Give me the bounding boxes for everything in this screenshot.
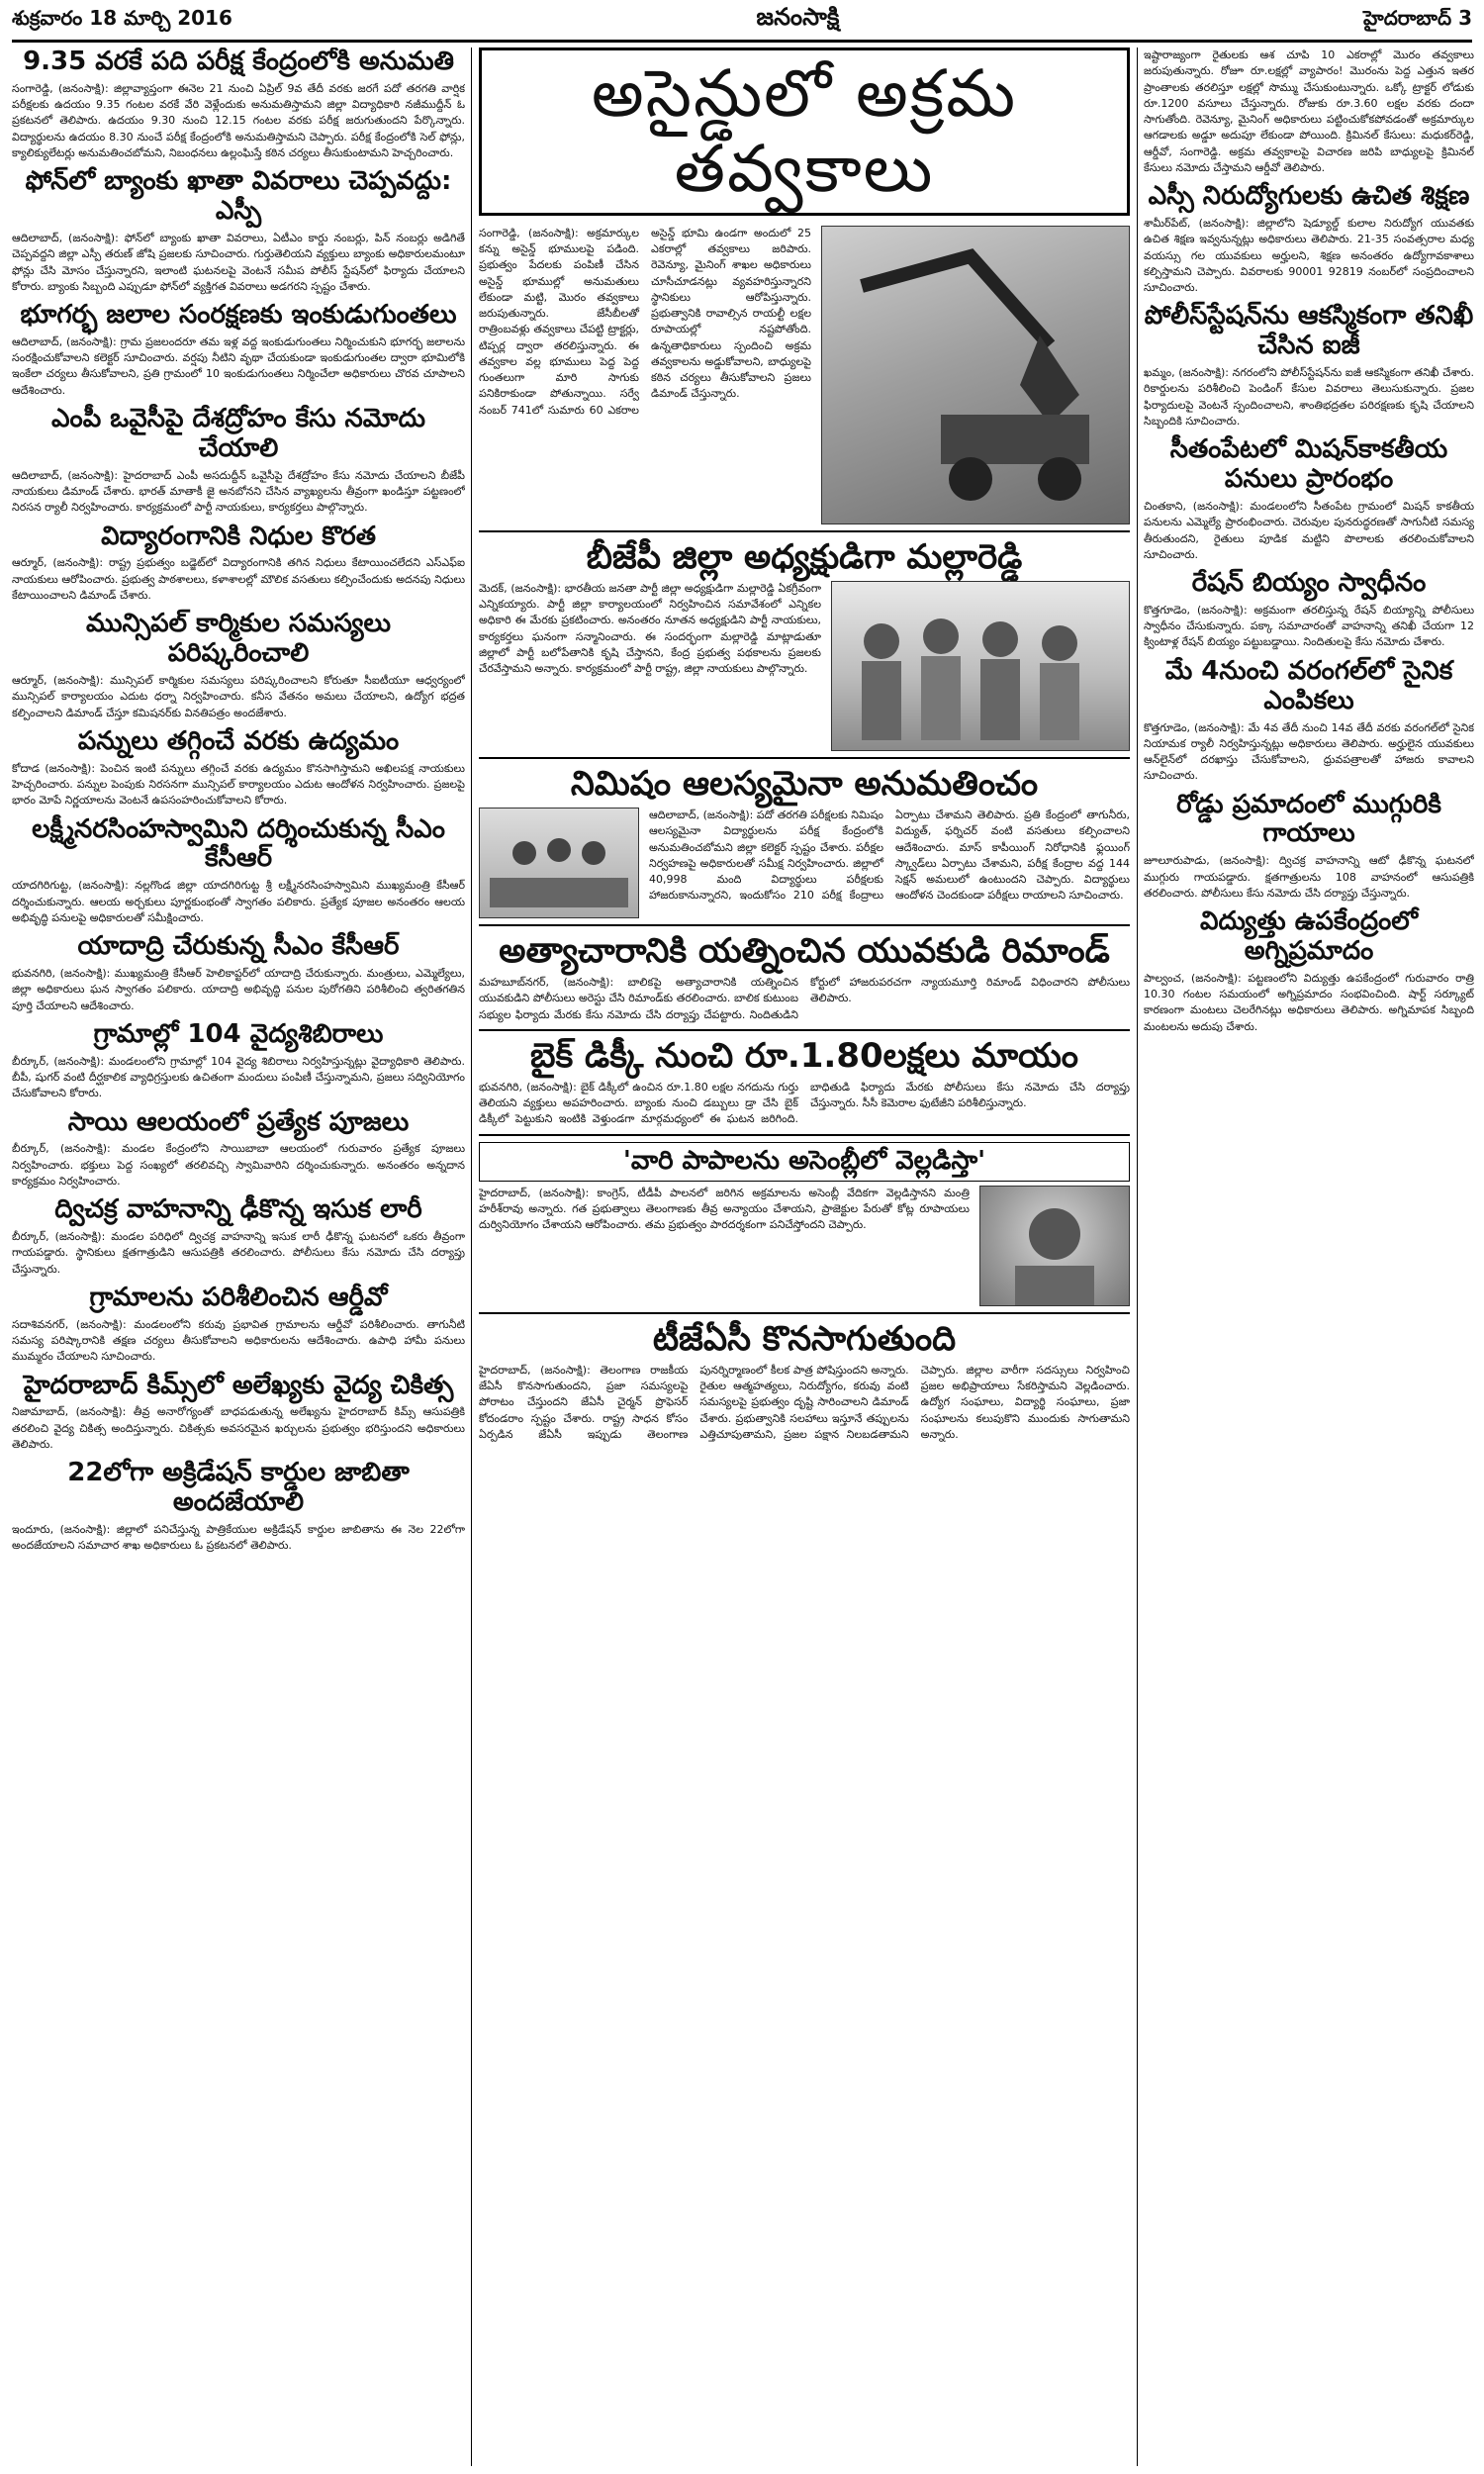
story-body: మహబూబ్‌నగర్, (జనంసాక్షి): బాలికపై అత్యాచారానికి యత్నించిన యువకుడిని పోలీసులు అరెస్టు చేసి రిమాండ్‌కు తరలించారు. బాలిక కుటుంబ సభ్యుల ఫిర్యాదు మేరకు కేసు నమోదు చేసి దర్యాప్తు చేపట్టారు. నిందితుడిని కోర్టులో హాజరుపరచగా న్యాయమూర్తి రిమాండ్ విధించారని పోలీసులు తెలిపారు. (479, 976, 1130, 1021)
group-photo (831, 581, 1130, 751)
story-headline: విద్యారంగానికి నిధుల కొరత (101, 521, 376, 551)
news-story (12, 405, 465, 517)
story-body: కొత్తగూడెం, (జనంసాక్షి): మే 4వ తేదీ నుంచి 14వ తేదీ వరకు వరంగల్‌లో సైనిక నియామక ర్యాలీ నిర్వహిస్తున్నట్లు అధికారులు తెలిపారు. అర్హులైన యువకులు ఆన్‌లైన్‌లో దరఖాస్తు చేసుకోవాలని, ధ్రువపత్రాలతో హాజరు కావాలని సూచించారు. (1144, 720, 1474, 783)
story-body: మెదక్, (జనంసాక్షి): భారతీయ జనతా పార్టీ జిల్లా అధ్యక్షుడిగా మల్లారెడ్డి ఏకగ్రీవంగా ఎన్నికయ్యారు. పార్టీ జిల్లా కార్యాలయంలో నిర్వహించిన సమావేశంలో ఎన్నికల అధికారి ఈ మేరకు ప్రకటించారు. అనంతరం నూతన అధ్యక్షుడిని పార్టీ నాయకులు, కార్యకర్తలు ఘనంగా సన్మానించారు. ఈ సందర్భంగా మల్లారెడ్డి మాట్లాడుతూ జిల్లాలో పార్టీ బలోపేతానికి కృషి చేస్తానని, కేంద్ర ప్రభుత్వ పథకాలను ప్రజలకు చేరవేస్తామని అన్నారు. కార్యక్రమంలో పార్టీ రాష్ట్ర, జిల్లా నాయకులు పాల్గొన్నారు. (479, 581, 821, 676)
story-headline: 'వారి పాపాలను అసెంబ్లీలో వెల్లడిస్తా' (479, 1142, 1130, 1182)
story-body: ఆర్మూర్, (జనంసాక్షి): మున్సిపల్ కార్మికుల సమస్యలు పరిష్కరించాలని కోరుతూ సీఐటీయూ ఆధ్వర్యంలో మున్సిపల్ కార్యాలయం ఎదుట ధర్నా నిర్వహించారు. కనీస వేతనం అమలు చేయాలని, ఉద్యోగ భద్రత కల్పించాలని డిమాండ్ చేస్తూ కమిషనర్‌కు వినతిపత్రం అందజేశారు. (12, 674, 465, 719)
story-headline: యాదాద్రి చేరుకున్న సీఎం కేసీఆర్ (77, 931, 400, 962)
story-body: ఆదిలాబాద్, (జనంసాక్షి): గ్రామ ప్రజలందరూ తమ ఇళ్ల వద్ద ఇంకుడుగుంతలు నిర్మించుకుని భూగర్భ జలాలను సంరక్షించుకోవాలని కలెక్టర్ సూచించారు. వర్షపు నీటిని వృథా చేయకుండా ఇంకుడుగుంతల ద్వారా భూమిలోకి ఇంకేలా చర్యలు తీసుకోవాలని, ప్రతి గ్రామంలో 10 ఇంకుడుగుంతలు నిర్మించేలా అధికారులు చొరవ చూపాలని ఆదేశించారు. (12, 334, 465, 397)
story-body: కోదాడ (జనంసాక్షి): పెంచిన ఇంటి పన్నులు తగ్గించే వరకు ఉద్యమం కొనసాగిస్తామని అఖిలపక్ష నాయకులు హెచ్చరించారు. పన్నుల పెంపుకు నిరసనగా మున్సిపల్ కార్యాలయం ఎదుట ఆందోళన నిర్వహించారు. ప్రజలపై భారం మోపే నిర్ణయాలను వెంటనే ఉపసంహరించుకోవాలని కోరారు. (12, 761, 465, 808)
middle-column (479, 48, 1130, 2466)
news-story (479, 924, 1130, 1023)
story-body: చింతకాని, (జనంసాక్షి): మండలంలోని సీతంపేట గ్రామంలో మిషన్ కాకతీయ పనులను ఎమ్మెల్యే ప్రారంభించారు. చెరువుల పునరుద్ధరణతో సాగునీటి సమస్య తీరుతుందని, రైతులు పూడిక మట్టిని పొలాలకు తరలించుకోవాలని సూచించారు. (1144, 499, 1474, 561)
story-headline: రేషన్ బియ్యం స్వాధీనం (1191, 568, 1427, 599)
story-headline: భూగర్భ జలాల సంరక్షణకు ఇంకుడుగుంతలు (20, 300, 457, 331)
news-story (479, 1312, 1130, 1443)
story-headline: మున్సిపల్ కార్మికుల సమస్యలు పరిష్కరించాలి (85, 609, 391, 669)
news-story (12, 1372, 465, 1454)
column-divider (1137, 48, 1138, 2466)
news-story (1144, 302, 1474, 429)
issue-date: శుక్రవారం 18 మార్చి 2016 (12, 5, 232, 30)
meeting-icon (480, 809, 638, 917)
right-column (1144, 48, 1474, 2466)
news-story (12, 167, 465, 295)
story-body: హైదరాబాద్, (జనంసాక్షి): తెలంగాణ రాజకీయ జేఏసీ కొనసాగుతుందని, ప్రజా సమస్యలపై పోరాటం చేస్తుందని జేఏసీ చైర్మన్ ప్రొఫెసర్ కోదండరాం స్పష్టం చేశారు. రాష్ట్ర సాధన కోసం ఏర్పడిన జేఏసీ ఇప్పుడు తెలంగాణ పునర్నిర్మాణంలో కీలక పాత్ర పోషిస్తుందని అన్నారు. రైతుల ఆత్మహత్యలు, నిరుద్యోగం, కరువు వంటి సమస్యలపై ప్రభుత్వం దృష్టి సారించాలని డిమాండ్ చేశారు. ప్రభుత్వానికి సలహాలు ఇస్తూనే తప్పులను ఎత్తిచూపుతామని, ప్రజల పక్షాన నిలబడతామని చెప్పారు. జిల్లాల వారీగా సదస్సులు నిర్వహించి ప్రజల అభిప్రాయాలు సేకరిస్తామని వెల్లడించారు. ఉద్యోగ సంఘాలు, విద్యార్థి సంఘాలు, ప్రజా సంఘాలను కలుపుకొని ముందుకు సాగుతామని అన్నారు. (479, 1363, 1130, 1441)
news-story (12, 610, 465, 721)
news-story (479, 757, 1130, 904)
news-story (12, 1284, 465, 1366)
story-body: భువనగిరి, (జనంసాక్షి): ముఖ్యమంత్రి కేసీఆర్ హెలికాప్టర్‌లో యాదాద్రి చేరుకున్నారు. మంత్రులు, ఎమ్మెల్యేలు, జిల్లా అధికారులు ఘన స్వాగతం పలికారు. యాదాద్రి అభివృద్ధి పనుల పురోగతిని పరిశీలించి త్వరితగతిన పూర్తి చేయాలని ఆదేశించారు. (12, 967, 465, 1012)
meeting-photo (479, 808, 639, 918)
news-story (479, 1029, 1130, 1128)
story-body: బీర్కూర్, (జనంసాక్షి): మండల కేంద్రంలోని సాయిబాబా ఆలయంలో గురువారం ప్రత్యేక పూజలు నిర్వహించారు. భక్తులు పెద్ద సంఖ్యలో తరలివచ్చి స్వామివారిని దర్శించుకున్నారు. అనంతరం అన్నదాన కార్యక్రమం నిర్వహించారు. (12, 1142, 465, 1188)
excavator-photo (821, 226, 1130, 524)
story-body: సంగారెడ్డి, (జనంసాక్షి): జిల్లావ్యాప్తంగా ఈనెల 21 నుంచి ఏప్రిల్ 9వ తేదీ వరకు జరగే పదో తరగతి వార్షిక పరీక్షలకు ఉదయం 9.35 గంటల వరకే వేరి వెళ్లేందుకు అనుమతిస్తామని జిల్లా విద్యాధికారి నజీముద్దీన్ ఓ ప్రకటనలో తెలిపారు. ఉదయం 9.30 నుంచి 12.15 గంటల వరకు పరీక్ష జరుగుతుందని పేర్కొన్నారు. విద్యార్థులను ఉదయం 8.30 నుంచే పరీక్ష కేంద్రంలోకి అనుమతిస్తామని చెప్పారు. పరీక్ష కేంద్రంలోకి సెల్ ఫోన్లు, క్యాలిక్యులేటర్లు అనుమతించబోమని, నిబంధనలు ఉల్లంఘిస్తే కఠిన చర్యలు తీసుకుంటామని హెచ్చరించారు. (12, 81, 465, 159)
story-headline: పన్నులు తగ్గించే వరకు ఉద్యమం (77, 725, 400, 756)
story-body: ఆదిలాబాద్, (జనంసాక్షి): ఫోన్‌లో బ్యాంకు ఖాతా వివరాలు, ఏటీఎం కార్డు నంబర్లు, పిన్ నంబర్లు అడిగితే చెప్పవద్దని జిల్లా ఎస్పీ తరుణ్ జోషి ప్రజలకు సూచించారు. గుర్తుతెలియని వ్యక్తులు బ్యాంకు అధికారులమంటూ ఫోన్లు చేసి మోసం చేస్తున్నారని, ఇలాంటి ఘటనలపై వెంటనే సమీప పోలీస్ స్టేషన్‌లో ఫిర్యాదు చేయాలని కోరారు. బ్యాంకు సిబ్బంది ఎప్పుడూ ఫోన్‌లో వ్యక్తిగత వివరాలు అడగరని స్పష్టం చేశారు. (12, 232, 465, 293)
news-story (12, 48, 465, 161)
story-headline: ఎంపీ ఒవైసీపై దేశద్రోహం కేసు నమోదు చేయాలి (51, 404, 425, 463)
story-headline: టీజేఏసీ కొనసాగుతుంది (652, 1318, 957, 1359)
story-body: పాల్వంచ, (జనంసాక్షి): పట్టణంలోని విద్యుత్తు ఉపకేంద్రంలో గురువారం రాత్రి 10.30 గంటల సమయంలో అగ్నిప్రమాదం సంభవించింది. షార్ట్ సర్క్యూట్ కారణంగా మంటలు చెలరేగినట్లు అధికారులు తెలిపారు. అగ్నిమాపక సిబ్బంది మంటలను అదుపు చేశారు. (1144, 971, 1474, 1033)
story-headline: గ్రామాల్లో 104 వైద్యశిబిరాలు (93, 1018, 384, 1049)
story-body: శామీర్‌పేట్, (జనంసాక్షి): జిల్లాలోని షెడ్యూల్డ్ కులాల నిరుద్యోగ యువతకు ఉచిత శిక్షణ ఇవ్వనున్నట్లు అధికారులు తెలిపారు. 21-35 సంవత్సరాల మధ్య వయస్సు గల యువకులు అర్హులని, శిక్షణ అనంతరం ఉద్యోగావకాశాలు కల్పిస్తామని చెప్పారు. వివరాలకు 90001 92819 నంబర్‌లో సంప్రదించాలని సూచించారు. (1144, 217, 1474, 295)
story-body: ఇష్టారాజ్యంగా రైతులకు ఆశ చూపి 10 ఎకరాల్లో మొరం తవ్వకాలు జరుపుతున్నారు. రోజూ రూ.లక్షల్లో వ్యాపారం! మొరంను పెద్ద ఎత్తున ఇతర ప్రాంతాలకు తరలిస్తూ లక్షల్లో సొమ్ము చేసుకుంటున్నారు. ఒక్కో ట్రాక్టర్ లోడుకు రూ.1200 వసూలు చేస్తున్నారు. రోజుకు రూ.3.60 లక్షల వరకు దందా సాగుతోంది. రెవెన్యూ, మైనింగ్ అధికారులు పట్టించుకోకపోవడంతో అక్రమార్కుల ఆగడాలకు అడ్డూ అదుపూ లేకుండా పోయింది. క్రిమినల్ కేసులు: మధుకర్‌రెడ్డి, ఆర్డీవో, సంగారెడ్డి. అక్రమ తవ్వకాలపై విచారణ జరిపి బాధ్యులపై క్రిమినల్ కేసులు నమోదు చేస్తామని ఆర్డీవో తెలిపారు. (1144, 48, 1474, 174)
news-story (12, 1459, 465, 1554)
story-body: ఖమ్మం, (జనంసాక్షి): నగరంలోని పోలీస్‌స్టేషన్‌ను ఐజీ ఆకస్మికంగా తనిఖీ చేశారు. రికార్డులను పరిశీలించి పెండింగ్ కేసుల వివరాలు తెలుసుకున్నారు. ప్రజల ఫిర్యాదులపై వెంటనే స్పందించాలని, శాంతిభద్రతల పరిరక్షణకు కృషి చేయాలని సిబ్బందికి సూచించారు. (1144, 366, 1474, 428)
lead-headline: అసైన్డులో అక్రమ తవ్వకాలు (479, 48, 1130, 216)
story-body: ఆదిలాబాద్, (జనంసాక్షి): పదో తరగతి పరీక్షలకు నిమిషం ఆలస్యమైనా విద్యార్థులను పరీక్ష కేంద్రంలోకి అనుమతించబోమని జిల్లా కలెక్టర్ స్పష్టం చేశారు. పరీక్షల నిర్వహణపై అధికారులతో సమీక్ష నిర్వహించారు. జిల్లాలో 40,998 మంది విద్యార్థులు పరీక్షలకు హాజరుకానున్నారని, ఇందుకోసం 210 పరీక్ష కేంద్రాలు ఏర్పాటు చేశామని తెలిపారు. ప్రతి కేంద్రంలో తాగునీరు, విద్యుత్, ఫర్నిచర్ వంటి వసతులు కల్పించాలని ఆదేశించారు. మాస్ కాపీయింగ్ నిరోధానికి ఫ్లయింగ్ స్క్వాడ్‌లు ఏర్పాటు చేశామని, పరీక్ష కేంద్రాల వద్ద 144 సెక్షన్ అమలులో ఉంటుందని చెప్పారు. విద్యార్థులు ఆందోళన చెందకుండా పరీక్షలు రాయాలని సూచించారు. (649, 808, 1130, 903)
news-story (12, 727, 465, 809)
portrait-photo (979, 1186, 1130, 1306)
news-story (12, 815, 465, 927)
excavator-icon (822, 227, 1129, 523)
story-body: సదాశివనగర్, (జనంసాక్షి): మండలంలోని కరువు ప్రభావిత గ్రామాలను ఆర్డీవో పరిశీలించారు. తాగునీటి సమస్య పరిష్కారానికి తక్షణ చర్యలు తీసుకోవాలని అధికారులను ఆదేశించారు. ఉపాధి హామీ పనులు ముమ్మరం చేయాలని సూచించారు. (12, 1317, 465, 1364)
story-body: బీర్కూర్, (జనంసాక్షి): మండల పరిధిలో ద్విచక్ర వాహనాన్ని ఇసుక లారీ ఢీకొన్న ఘటనలో ఒకరు తీవ్రంగా గాయపడ్డారు. స్థానికులు క్షతగాత్రుడిని ఆసుపత్రికి తరలించారు. పోలీసులు కేసు నమోదు చేసి దర్యాప్తు చేస్తున్నారు. (12, 1230, 465, 1276)
story-body: బీర్కూర్, (జనంసాక్షి): మండలంలోని గ్రామాల్లో 104 వైద్య శిబిరాలు నిర్వహిస్తున్నట్లు వైద్యాధికారి తెలిపారు. బీపీ, షుగర్ వంటి దీర్ఘకాలిక వ్యాధిగ్రస్తులకు ఉచితంగా మందులు పంపిణీ చేస్తున్నామని, ప్రజలు సద్వినియోగం చేసుకోవాలని కోరారు. (12, 1054, 465, 1100)
story-headline: బైక్ డిక్కీ నుంచి రూ.1.80లక్షలు మాయం (529, 1035, 1079, 1076)
story-body: భువనగిరి, (జనంసాక్షి): బైక్ డిక్కీలో ఉంచిన రూ.1.80 లక్షల నగదును గుర్తు తెలియని వ్యక్తులు అపహరించారు. బ్యాంకు నుంచి డబ్బులు డ్రా చేసి బైక్ డిక్కీలో పెట్టుకుని ఇంటికి వెళ్తుండగా మార్గమధ్యంలో ఈ ఘటన జరిగింది. బాధితుడి ఫిర్యాదు మేరకు పోలీసులు కేసు నమోదు చేసి దర్యాప్తు చేస్తున్నారు. సీసీ కెమెరాల ఫుటేజీని పరిశీలిస్తున్నారు. (479, 1080, 1130, 1126)
column-divider (471, 48, 472, 2466)
news-story (1144, 569, 1474, 651)
news-story (479, 1134, 1130, 1234)
story-headline: మే 4నుంచి వరంగల్‌లో సైనిక ఎంపికలు (1164, 655, 1453, 715)
left-column (12, 48, 465, 2466)
people-icon (832, 582, 1129, 750)
story-body: యాదగిరిగుట్ట, (జనంసాక్షి): నల్లగొండ జిల్లా యాదగిరిగుట్ట శ్రీ లక్ష్మీనరసింహస్వామిని ముఖ్యమంత్రి కేసీఆర్ దర్శించుకున్నారు. ఆలయ అర్చకులు పూర్ణకుంభంతో స్వాగతం పలికారు. ప్రత్యేక పూజల అనంతరం ఆలయ అభివృద్ధి పనులపై అధికారులతో సమీక్షించారు. (12, 879, 465, 924)
story-headline: గ్రామాలను పరిశీలించిన ఆర్డీవో (89, 1282, 388, 1312)
story-headline: నిమిషం ఆలస్యమైనా అనుమతించం (570, 763, 1039, 804)
news-story (1144, 791, 1474, 903)
story-body: ఆదిలాబాద్, (జనంసాక్షి): హైదరాబాద్ ఎంపీ అసదుద్దీన్ ఒవైసీపై దేశద్రోహం కేసు నమోదు చేయాలని బీజేపీ నాయకులు డిమాండ్ చేశారు. భారత్ మాతాకీ జై అనబోనని చేసిన వ్యాఖ్యలను తీవ్రంగా ఖండిస్తూ పట్టణంలో నిరసన ర్యాలీ నిర్వహించారు. కార్యక్రమంలో పార్టీ నాయకులు, కార్యకర్తలు పాల్గొన్నారు. (12, 468, 465, 515)
story-body: హైదరాబాద్, (జనంసాక్షి): కాంగ్రెస్, టీడీపీ పాలనలో జరిగిన అక్రమాలను అసెంబ్లీ వేదికగా వెల్లడిస్తానని మంత్రి హరీశ్‌రావు అన్నారు. గత ప్రభుత్వాలు తెలంగాణకు తీవ్ర అన్యాయం చేశాయని, ప్రాజెక్టుల పేరుతో కోట్ల రూపాయలు దుర్వినియోగం చేశాయని ఆరోపించారు. తమ ప్రభుత్వం పారదర్శకంగా పనిచేస్తోందని చెప్పారు. (479, 1186, 970, 1232)
story-headline: సాయి ఆలయంలో ప్రత్యేక పూజలు (67, 1106, 410, 1137)
news-story (12, 1020, 465, 1102)
edition-page: హైదరాబాద్ 3 (1363, 5, 1472, 30)
news-story (12, 523, 465, 605)
story-headline: రోడ్డు ప్రమాదంలో ముగ్గురికి గాయాలు (1176, 789, 1441, 849)
story-headline: 22లోగా అక్రిడేషన్ కార్డుల జాబితా అందజేయాలి (67, 1458, 410, 1518)
story-headline: ద్విచక్ర వాహనాన్ని ఢీకొన్న ఇసుక లారీ (54, 1194, 422, 1225)
story-headline: హైదరాబాద్ కిమ్స్‌లో అలేఖ్యకు వైద్య చికిత్స (23, 1370, 454, 1400)
news-story (1144, 435, 1474, 563)
news-story (1144, 657, 1474, 785)
news-story (1144, 182, 1474, 296)
news-story (12, 1108, 465, 1190)
story-body: ఇందూరు, (జనంసాక్షి): జిల్లాలో పనిచేస్తున్న పాత్రికేయుల అక్రిడేషన్ కార్డుల జాబితాను ఈ నెల 22లోగా అందజేయాలని సమాచార శాఖ అధికారులు ఓ ప్రకటనలో తెలిపారు. (12, 1523, 465, 1553)
story-headline: బీజేపీ జిల్లా అధ్యక్షుడిగా మల్లారెడ్డి (586, 536, 1023, 577)
news-story (1144, 907, 1474, 1035)
story-headline: ఎస్సీ నిరుద్యోగులకు ఉచిత శిక్షణ (1148, 181, 1470, 212)
news-story (12, 301, 465, 399)
news-story (479, 530, 1130, 678)
lead-story (479, 48, 1130, 419)
story-headline: ఫోన్‌లో బ్యాంకు ఖాతా వివరాలు చెప్పవద్దు: ఎస్పీ (25, 166, 452, 227)
story-body: జూలూరుపాడు, (జనంసాక్షి): ద్విచక్ర వాహనాన్ని ఆటో ఢీకొన్న ఘటనలో ముగ్గురు గాయపడ్డారు. క్షతగాత్రులను 108 వాహనంలో ఆసుపత్రికి తరలించారు. పోలీసులు కేసు నమోదు చేసి దర్యాప్తు చేస్తున్నారు. (1144, 854, 1474, 900)
story-headline: లక్ష్మీనరసింహస్వామిని దర్శించుకున్న సీఎం కేసీఆర్ (32, 813, 445, 874)
masthead (12, 0, 1472, 43)
story-headline: అత్యాచారానికి యత్నించిన యువకుడి రిమాండ్ (499, 930, 1110, 971)
person-icon (980, 1187, 1129, 1305)
story-body: కొత్తగూడెం, (జనంసాక్షి): అక్రమంగా తరలిస్తున్న రేషన్ బియ్యాన్ని పోలీసులు స్వాధీనం చేసుకున్నారు. పక్కా సమాచారంతో వాహనాన్ని తనిఖీ చేయగా 12 క్వింటాళ్ల రేషన్ బియ్యం పట్టుబడ్డాయి. నిందితులపై కేసు నమోదు చేశారు. (1144, 603, 1474, 649)
story-headline: పోలీస్‌స్టేషన్‌ను ఆకస్మికంగా తనిఖీ చేసిన ఐజీ (1144, 301, 1474, 361)
lead-body: సంగారెడ్డి, (జనంసాక్షి): అక్రమార్కుల కన్ను అసైన్డ్ భూములపై పడింది. ప్రభుత్వం పేదలకు పంపిణీ చేసిన అసైన్డ్ భూముల్లో అనుమతులు లేకుండా మట్టి, మొరం తవ్వకాలు జరుపుతున్నారు. జేసీబీలతో రాత్రింబవళ్లు తవ్వకాలు చేపట్టి ట్రాక్టర్లు, టిప్పర్ల ద్వారా తరలిస్తున్నారు. ఈ తవ్వకాల వల్ల భూములు పెద్ద పెద్ద గుంతలుగా మారి సాగుకు పనికిరాకుండా పోతున్నాయి. సర్వే నంబర్ 741లో సుమారు 60 ఎకరాల అసైన్డ్ భూమి ఉండగా అందులో 25 ఎకరాల్లో తవ్వకాలు జరిపారు. రెవెన్యూ, మైనింగ్ శాఖల అధికారులు చూసీచూడనట్లు వ్యవహరిస్తున్నారని స్థానికులు ఆరోపిస్తున్నారు. ప్రభుత్వానికి రావాల్సిన రాయల్టీ లక్షల రూపాయల్లో నష్టపోతోంది. ఉన్నతాధికారులు స్పందించి అక్రమ తవ్వకాలను అడ్డుకోవాలని, బాధ్యులపై కఠిన చర్యలు తీసుకోవాలని ప్రజలు డిమాండ్ చేస్తున్నారు. (479, 226, 811, 417)
news-story (12, 932, 465, 1014)
story-headline: విద్యుత్తు ఉపకేంద్రంలో అగ్నిప్రమాదం (1199, 906, 1419, 967)
story-body: ఆర్మూర్, (జనంసాక్షి): రాష్ట్ర ప్రభుత్వం బడ్జెట్‌లో విద్యారంగానికి తగిన నిధులు కేటాయించలేదని ఎస్ఎఫ్ఐ నాయకులు ఆరోపించారు. ప్రభుత్వ పాఠశాలలు, కళాశాలల్లో మౌలిక వసతులు కల్పించేందుకు అదనపు నిధులు కేటాయించాలని డిమాండ్ చేశారు. (12, 556, 465, 603)
story-body: నిజామాబాద్, (జనంసాక్షి): తీవ్ర అనారోగ్యంతో బాధపడుతున్న అలేఖ్యను హైదరాబాద్ కిమ్స్ ఆసుపత్రికి తరలించి వైద్య చికిత్స అందిస్తున్నారు. చికిత్సకు అవసరమైన ఖర్చులను ప్రభుత్వం భరిస్తుందని అధికారులు తెలిపారు. (12, 1405, 465, 1451)
news-story (12, 1195, 465, 1278)
story-headline: 9.35 వరకే పది పరీక్ష కేంద్రంలోకి అనుమతి (23, 48, 454, 76)
story-headline: సీతంపేటలో మిషన్‌కాకతీయ పనులు ప్రారంభం (1169, 434, 1448, 495)
lead-story-continuation (1144, 48, 1474, 176)
newspaper-logo: జనంసాక్షి (756, 3, 840, 31)
